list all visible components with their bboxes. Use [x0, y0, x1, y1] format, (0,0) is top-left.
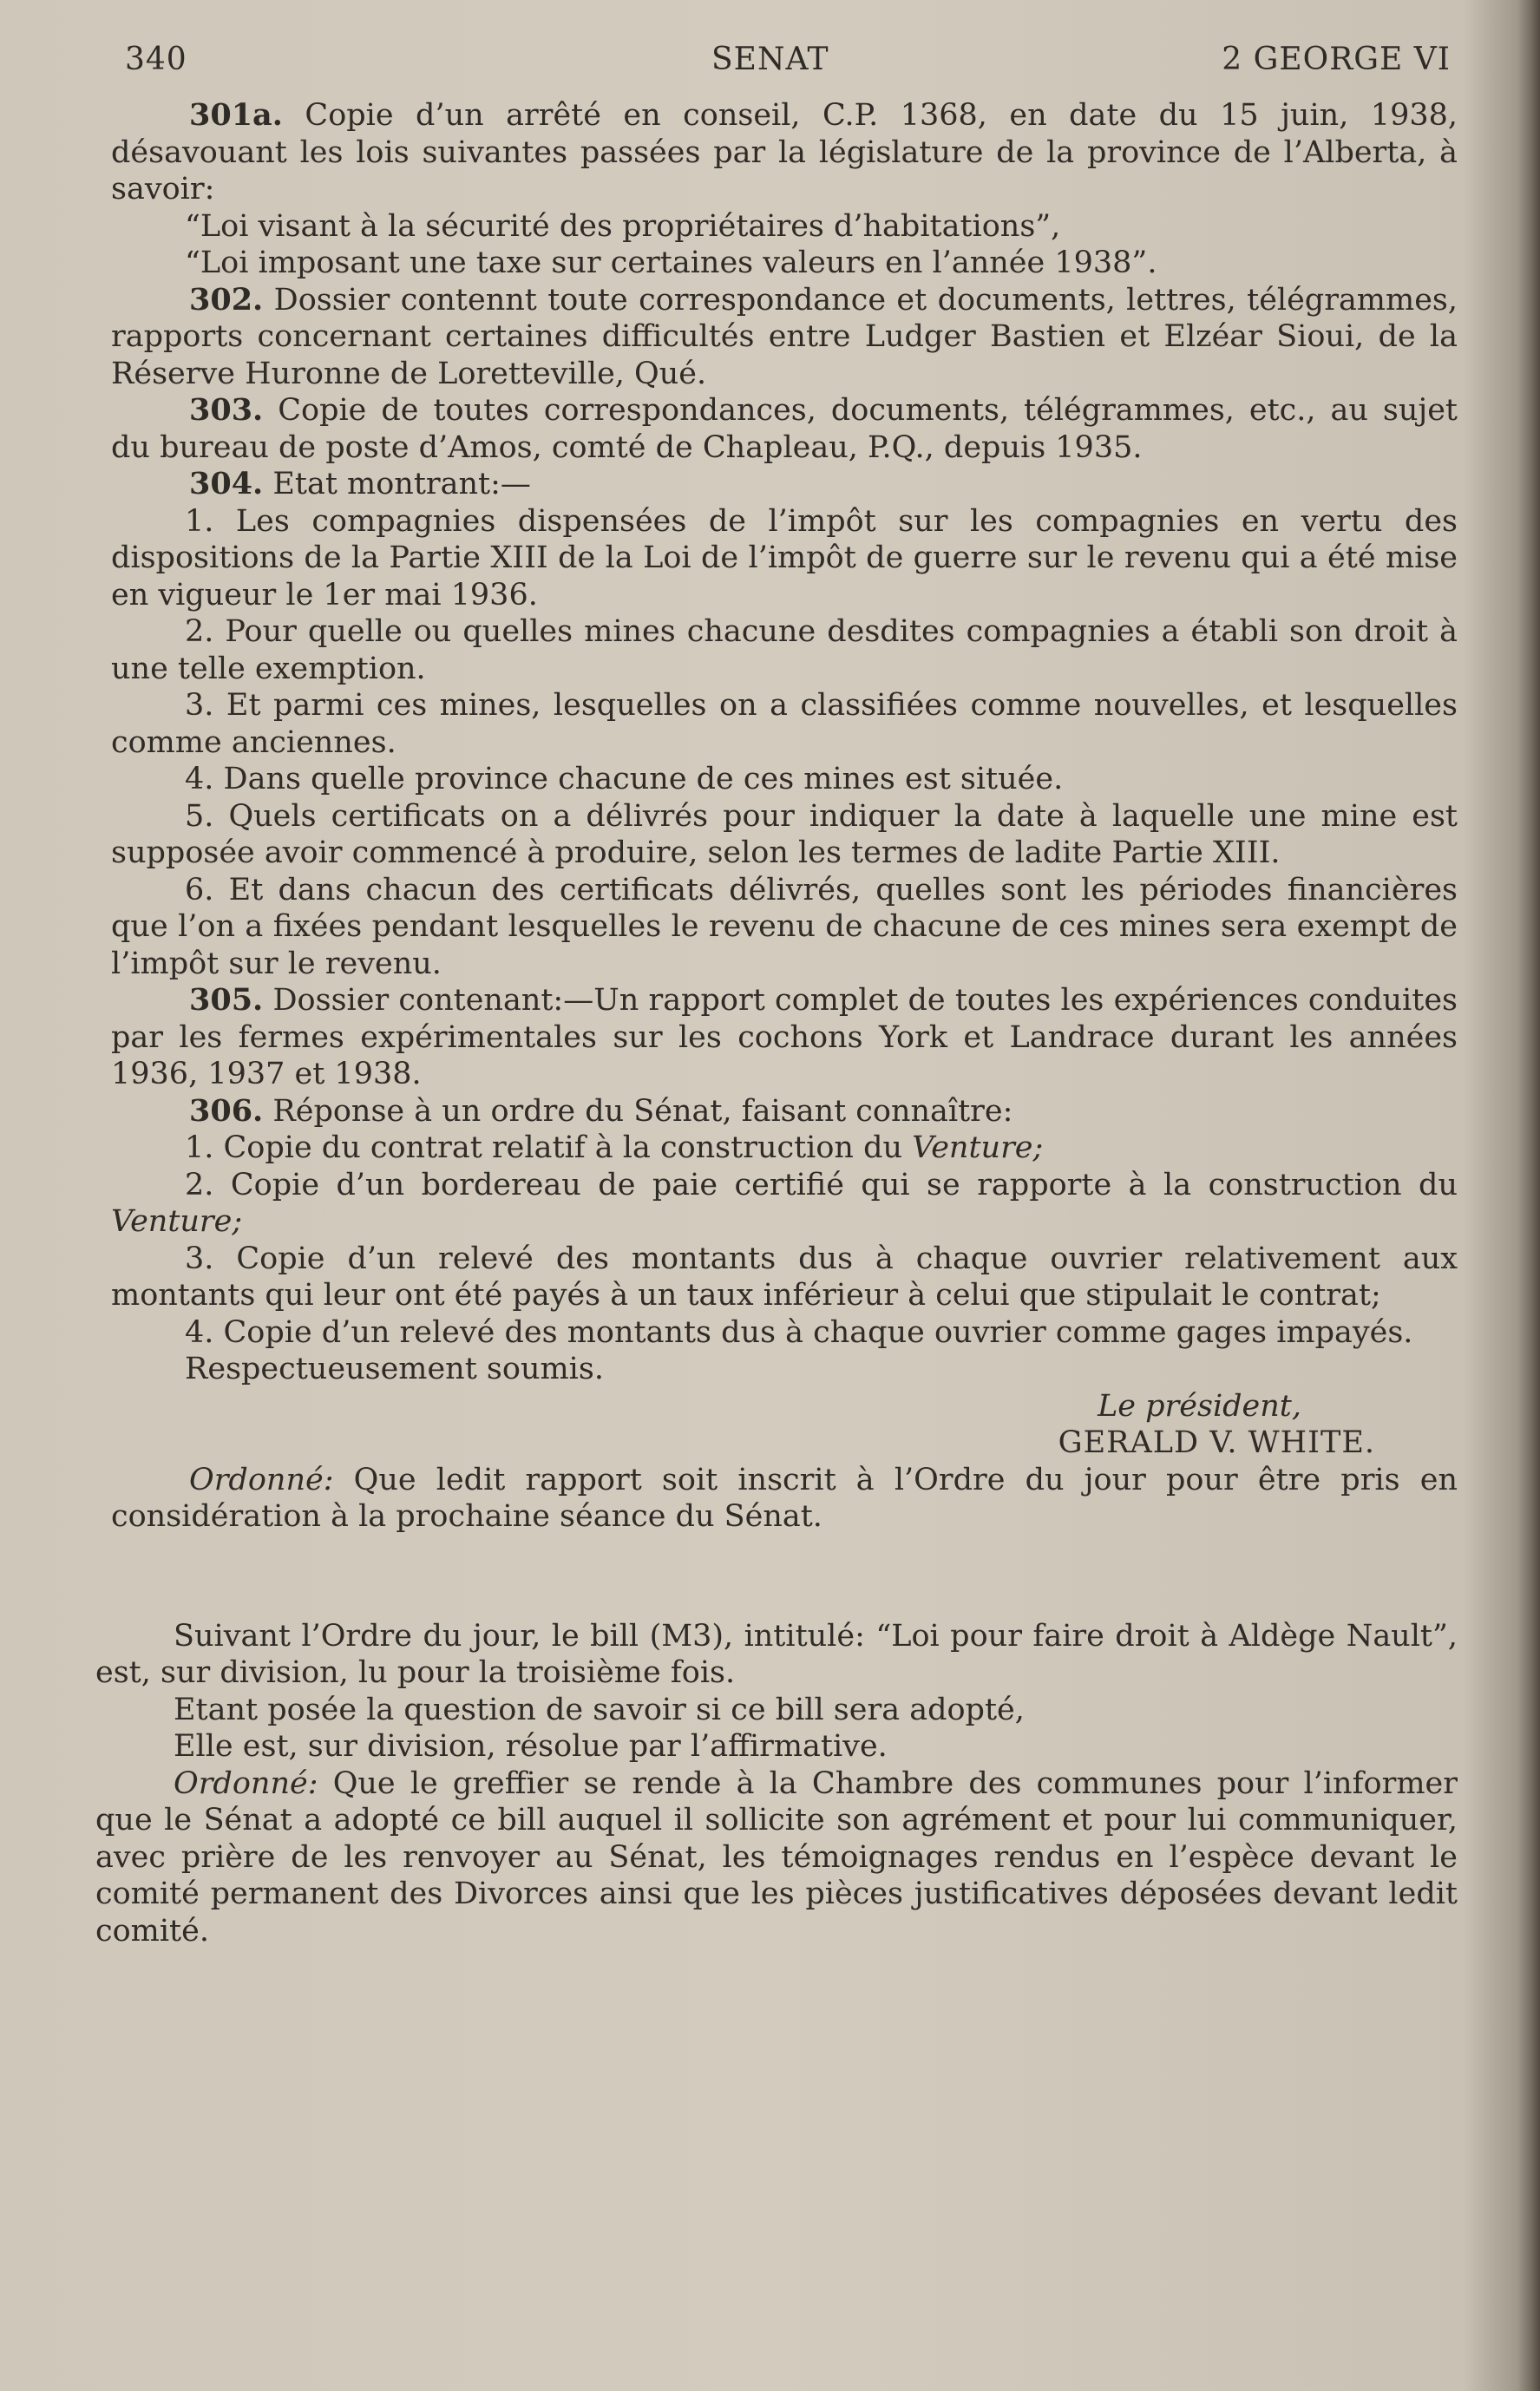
order-paragraph — [95, 1765, 1458, 1950]
entry-number: 301a. — [189, 97, 283, 133]
list-item: 4. Copie d’un relevé des montants dus à chaque ouvrier comme gages impayés. — [185, 1314, 1413, 1350]
ship-name: Venture; — [912, 1130, 1044, 1165]
law-item: “Loi visant à la sécurité des propriétaires d’habitations”, — [185, 208, 1061, 244]
entry-306 — [111, 1093, 1458, 1130]
entry-text: Etat montrant:— — [263, 467, 531, 501]
list-item — [111, 1167, 1458, 1241]
page-header — [111, 36, 1458, 97]
order-paragraph — [111, 1462, 1458, 1536]
list-item: 2. Pour quelle ou quelles mines chacune desdites compagnies a établi son droit à une telle exemption. — [111, 614, 1458, 686]
list-item: 5. Quels certificats on a délivrés pour indiquer la date à laquelle une mine est supposée avoir commencé à produire, selon les termes de ladite Partie XIII. — [111, 798, 1458, 870]
list-item: 3. Et parmi ces mines, lesquelles on a classifiées comme nouvelles, et lesquelles comme anciennes. — [111, 688, 1458, 760]
signature-role: Le président, — [1098, 1388, 1301, 1424]
ship-name: Venture; — [111, 1204, 243, 1239]
order-label: Ordonné: — [189, 1462, 334, 1497]
section-gap — [111, 1536, 1458, 1618]
entry-301a — [111, 97, 1458, 208]
entry-text: Réponse à un ordre du Sénat, faisant connaître: — [263, 1093, 1013, 1129]
entry-text: Copie d’un arrêté en conseil, C.P. 1368, en date du 15 juin, 1938, désavouant les lois suivantes passées par la législature de la province de l’Alberta, à savoir: — [111, 98, 1458, 206]
bill-paragraph: Suivant l’Ordre du jour, le bill (M3), intitulé: “Loi pour faire droit à Aldège Nault”, est, sur division, lu pour la troisième fois. — [95, 1618, 1458, 1690]
report-body — [95, 97, 1458, 1949]
entry-number: 303. — [189, 392, 264, 428]
bill-paragraph: Elle est, sur division, résolue par l’affirmative. — [174, 1729, 888, 1764]
order-text: Que ledit rapport soit inscrit à l’Ordre du jour pour être pris en considération à la prochaine séance du Sénat. — [111, 1462, 1458, 1534]
entry-number: 306. — [189, 1092, 264, 1129]
page-edge-shadow — [1517, 0, 1540, 2391]
entry-text: Copie de toutes correspondances, documents, télégrammes, etc., au sujet du bureau de poste d’Amos, comté de Chapleau, P.Q., depuis 1935. — [111, 393, 1458, 465]
order-label: Ordonné: — [174, 1765, 318, 1801]
reign-year: 2 GEORGE VI — [1222, 42, 1451, 77]
list-item: 4. Dans quelle province chacune de ces mines est située. — [185, 762, 1064, 796]
entry-number: 304. — [189, 466, 264, 501]
running-title: SENAT — [711, 42, 829, 77]
list-item: 1. Les compagnies dispensées de l’impôt sur les compagnies en vertu des dispositions de la Partie XIII de la Loi de l’impôt de guerre sur le revenu qui a été mise en vigueur le 1er mai 1936. — [111, 503, 1458, 612]
order-text: Que le greffier se rende à la Chambre des communes pour l’informer que le Sénat a adopté ce bill auquel il sollicite son agrément et pour lui communiquer, avec prière de les renvoyer au Sénat, les témoignages rendus en l’espèce devant le comité permanent des Divorces ainsi que les pièces justificatives déposées devant ledit comité. — [95, 1765, 1458, 1949]
signature-name: GERALD V. WHITE. — [1058, 1425, 1375, 1460]
list-item: 6. Et dans chacun des certificats délivrés, quelles sont les périodes financières que l’on a fixées pendant lesquelles le revenu de chacune de ces mines sera exempt de l’impôt sur le revenu. — [111, 872, 1458, 981]
entry-number: 305. — [189, 982, 264, 1018]
law-item: “Loi imposant une taxe sur certaines valeurs en l’année 1938”. — [185, 246, 1157, 280]
entry-text: Dossier contenant:—Un rapport complet de toutes les expériences conduites par les fermes expérimentales sur les cochons York et Landrace durant les années 1936, 1937 et 1938. — [111, 983, 1458, 1091]
list-item — [111, 1130, 1458, 1167]
entry-305 — [111, 982, 1458, 1093]
entry-number: 302. — [189, 281, 264, 318]
bill-section — [95, 1618, 1458, 1950]
list-item: 3. Copie d’un relevé des montants dus à chaque ouvrier relativement aux montants qui leur ont été payés à un taux inférieur à celui que stipulait le contrat; — [111, 1241, 1458, 1313]
bill-paragraph: Etant posée la question de savoir si ce bill sera adopté, — [174, 1692, 1025, 1727]
entry-text: Dossier contennt toute correspondance et documents, lettres, télégrammes, rapports concernant certaines difficultés entre Ludger Bastien et Elzéar Sioui, de la Réserve Huronne de Loretteville, Qué. — [111, 282, 1458, 391]
page-number: 340 — [125, 42, 187, 77]
entry-304 — [111, 466, 1458, 503]
list-item-text: 1. Copie du contrat relatif à la construction du — [185, 1130, 913, 1165]
entry-303 — [111, 392, 1458, 466]
closing-line: Respectueusement soumis. — [185, 1352, 604, 1386]
entry-302 — [111, 282, 1458, 393]
list-item-text: 2. Copie d’un bordereau de paie certifié qui se rapporte à la construction du — [185, 1167, 1458, 1202]
